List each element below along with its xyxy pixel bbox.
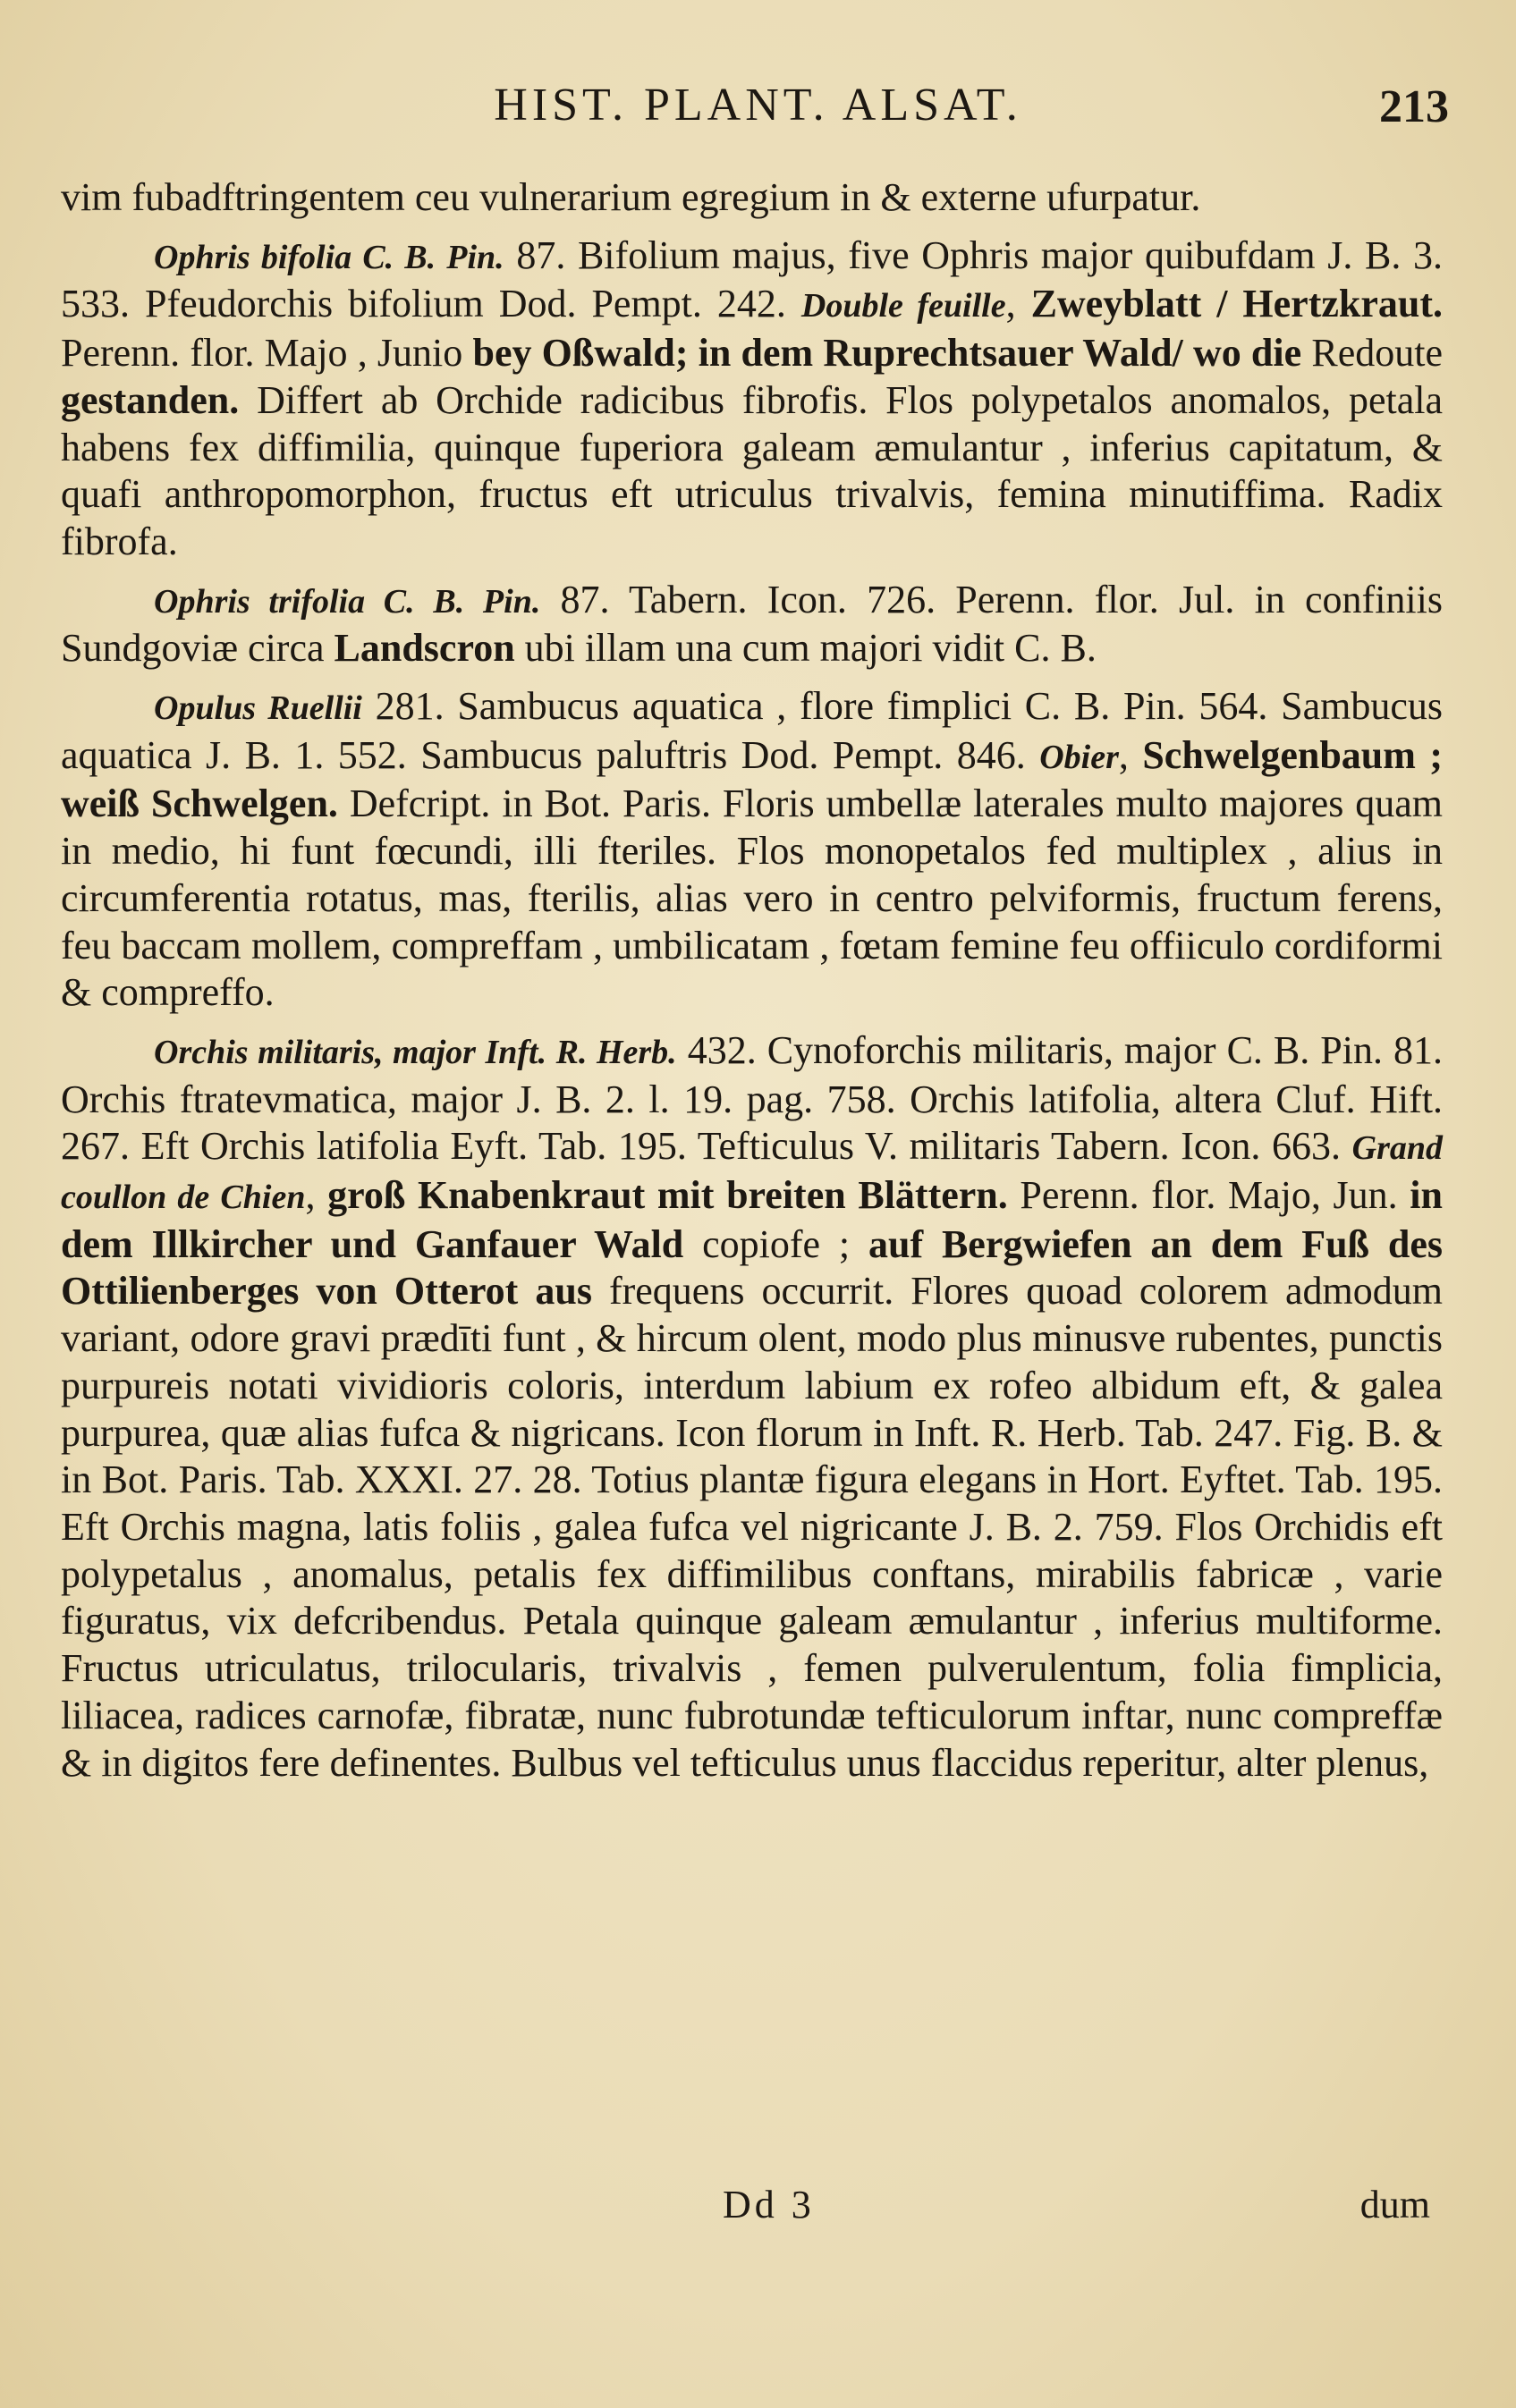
body-text-span: Perenn. flor. Majo , Junio	[61, 331, 473, 376]
lemma-text: Orchis militaris, major Inft. R. Herb.	[154, 1033, 677, 1071]
body-text-span: 87. Tabern. Icon. 726. Perenn. flor. Jul. in confiniis Sundgoviæ circa	[61, 577, 1443, 671]
body-text-span: ubi illam una cum majori vidit C. B.	[514, 626, 1097, 671]
body-text-span: ,	[305, 1173, 328, 1218]
entry-paragraph	[61, 1027, 1443, 1787]
lemma-text: Grand coullon de Chien	[61, 1129, 1443, 1217]
body-text-span: 432. Cynoforchis militaris, major C. B. Pin. 81. Orchis ftratevmatica, major J. B. 2. l. 19. pag. 758. Orchis latifolia, altera Cluf. Hift. 267. Eft Orchis latifolia Eyft. Tab. 195. Tefticulus V. militaris Tabern. Icon. 663.	[61, 1027, 1443, 1169]
entry-paragraph	[61, 232, 1443, 566]
body-text-span: 281. Sambucus aquatica , flore fimplici C. B. Pin. 564. Sambucus aquatica J. B. 1. 552. Sambucus paluftris Dod. Pempt. 846.	[61, 684, 1443, 777]
lemma-text: Obier	[1039, 738, 1119, 776]
page-number: 213	[1379, 81, 1449, 132]
body-text-span: Defcript. in Bot. Paris. Floris umbellæ laterales multo majores quam in medio, hi funt fœcundi, illi fteriles. Flos monopetalos fed multiplex , alius in circumferentia rotatus, mas, fterilis, alias vero in centro pelviformis, fructum ferens, feu baccam mollem, compreffam , umbilicatam , fœtam femine feu offiiculo cordiformi & compreffo.	[61, 782, 1443, 1015]
body-text-span: Redoute	[1301, 331, 1443, 376]
body-text-span: Differt ab Orchide radicibus fibrofis. Flos polypetalos anomalos, petala habens fex diffimilia, quinque fuperiora galeam æmulantur , inferius capitatum, & quafi anthropomorphon, fructus eft utriculus trivalvis, femina minutiffima. Radix fibrofa.	[61, 377, 1443, 563]
german-name-text: Zweyblatt / Hertzkraut.	[1030, 282, 1443, 326]
body-text-span: Perenn. flor. Majo, Jun.	[1007, 1173, 1410, 1218]
signature-mark: Dd 3	[723, 2183, 815, 2226]
body-text-span: vim fubadftringentem ceu vulnerarium egregium in & externe ufurpatur.	[61, 175, 1201, 219]
german-name-text: gestanden.	[61, 377, 240, 422]
german-name-text: groß Knabenkraut mit breiten Blättern.	[327, 1173, 1008, 1218]
body-text-span: ,	[1118, 732, 1143, 777]
entry-paragraph	[61, 577, 1443, 672]
body-text	[61, 174, 1443, 1787]
german-name-text: auf Bergwiefen an dem Fuß des Ottilienberges von Otterot aus	[61, 1221, 1443, 1314]
page-header	[0, 79, 1516, 150]
body-text-span: ,	[1005, 282, 1031, 326]
german-name-text: Landscron	[334, 626, 515, 671]
body-text-span: 87. Bifolium majus, five Ophris major quibufdam J. B. 3. 533. Pfeudorchis bifolium Dod. Pempt. 242.	[61, 232, 1443, 326]
german-name-text: in dem Illkircher und Ganfauer Wald	[61, 1173, 1443, 1266]
running-title: HIST. PLANT. ALSAT.	[494, 80, 1022, 131]
page-footer	[61, 2182, 1430, 2235]
body-text-span: copiofe ;	[683, 1221, 868, 1266]
german-name-text: Schwelgenbaum ; weiß Schwelgen.	[61, 732, 1444, 826]
body-text-span: frequens occurrit. Flores quoad colorem admodum variant, odore gravi prædīti funt , & hircum olent, modo plus minusve rubentes, punctis purpureis notati vividioris coloris, interdum labium ex rofeo albidum eft, & galea purpurea, quæ alias fufca & nigricans. Icon florum in Inft. R. Herb. Tab. 247. Fig. B. & in Bot. Paris. Tab. XXXI. 27. 28. Totius plantæ figura elegans in Hort. Eyftet. Tab. 195. Eft Orchis magna, latis foliis , galea fufca vel nigricante J. B. 2. 759. Flos Orchidis eft polypetalus , anomalus, petalis fex diffimilibus conftans, mirabilis fabricæ , varie figuratus, vix defcribendus. Petala quinque galeam æmulantur , inferius multiforme. Fructus utriculatus, trilocularis, trivalvis , femen pulverulentum, folia fimplicia, liliacea, radices carnofæ, fibratæ, nunc fubrotundæ tefticulorum inftar, nunc compreffæ & in digitos fere definentes. Bulbus vel tefticulus unus flaccidus reperitur, alter plenus,	[61, 1269, 1443, 1785]
lemma-text: Ophris trifolia C. B. Pin.	[154, 582, 541, 621]
lemma-text: Ophris bifolia C. B. Pin.	[154, 238, 504, 276]
continuation-paragraph	[61, 174, 1443, 222]
lemma-text: Opulus Ruellii	[154, 689, 362, 728]
entry-paragraph	[61, 683, 1443, 1017]
catchword: dum	[1359, 2183, 1430, 2226]
lemma-text: Double feuille	[800, 287, 1006, 325]
german-name-text: bey Oßwald; in dem Ruprechtsauer Wald/ wo die	[472, 331, 1302, 376]
